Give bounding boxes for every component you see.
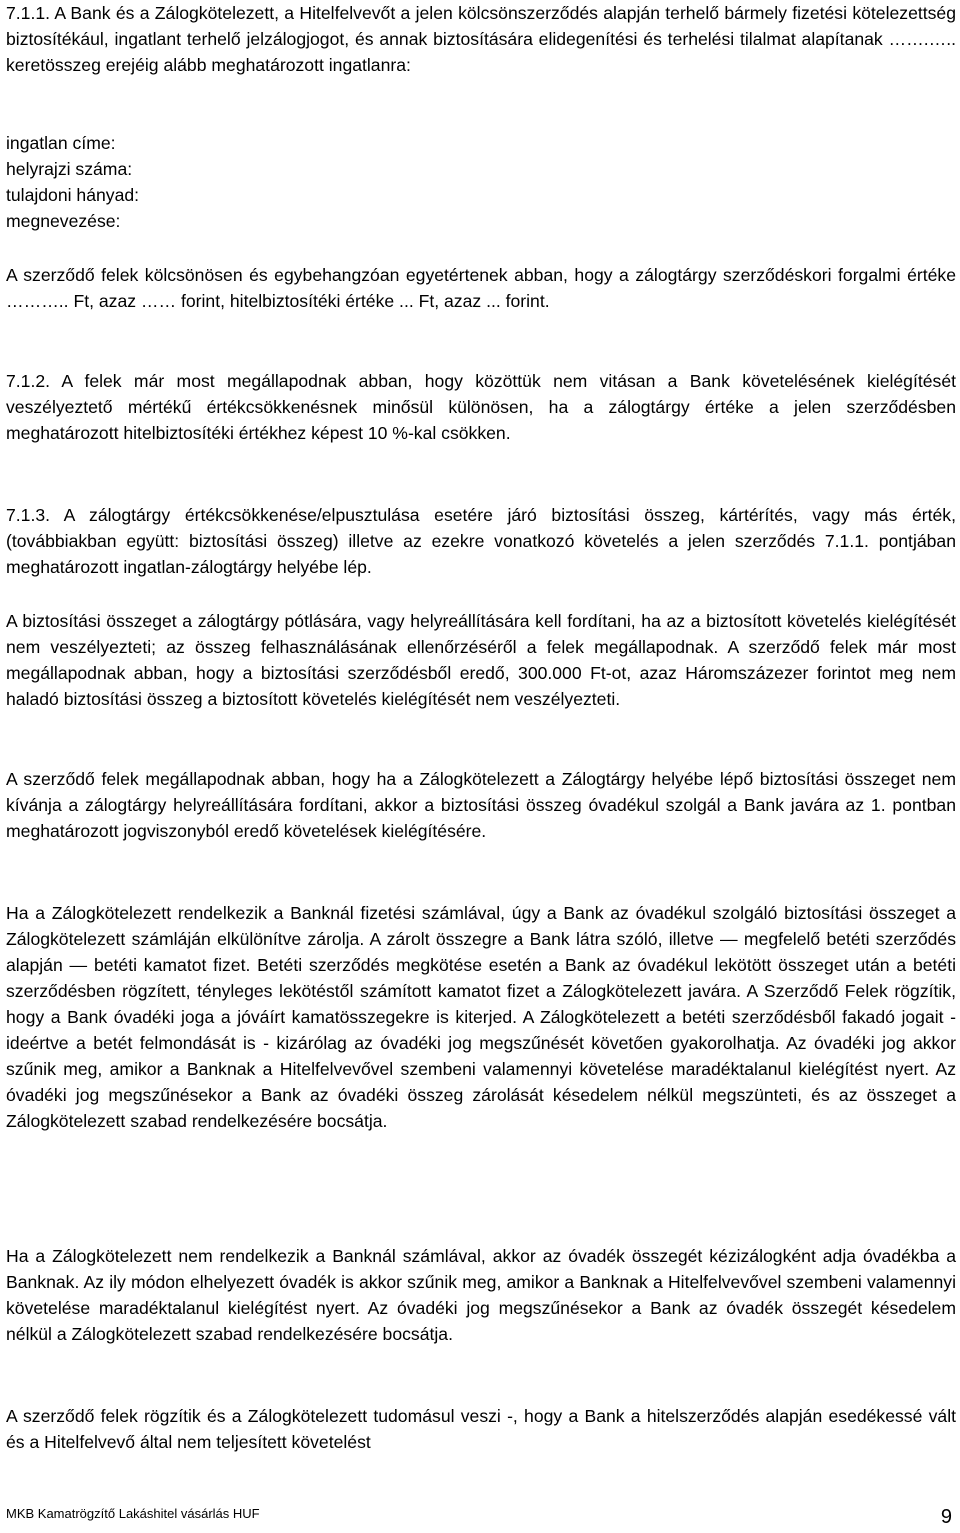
field-ownership-share: tulajdoni hányad: bbox=[6, 185, 140, 205]
paragraph-account-holder: Ha a Zálogkötelezett rendelkezik a Banknál fizetési számlával, úgy a Bank az óvadékul szolgáló biztosítási összeget a Zálogkötelezett számláján elkülönítve zárolja. A zárolt összegre a Bank látra szóló, illetve — megfelelő betéti szerződés alapján — betéti kamatot fizet. Betéti szerződés megkötése esetén a Bank az óvadékul lekötött összeget után a betéti szerződésben rögzített, tényleges lekötéstől számított kamatot fizet a Zálogkötelezett javára. A Szerződő Felek rögzítik, hogy a Bank óvadéki joga a jóváírt kamatösszegekre is kiterjed. A Zálogkötelezett a betéti szerződésből fakadó jogait - ideértve a betét felmondását is - kizárólag az óvadéki jog megszűnését követően gyakorolhatja. Az óvadéki jog akkor szűnik meg, amikor a Banknak a Hitelfelvevővel szembeni valamennyi követelése maradéktalanul kielégítést nyert. Az óvadéki jog megszűnésekor a Bank az óvadéki összeg zárolását késedelem nélkül megszünteti, és az összeget a Zálogkötelezett szabad rendelkezésére bocsátja. bbox=[6, 903, 956, 1131]
page-number: 9 bbox=[940, 1506, 952, 1528]
paragraph-acknowledgement: A szerződő felek rögzítik és a Zálogkötelezett tudomásul veszi -, hogy a Bank a hitelszerződés alapján esedékessé vált és a Hitelfelvevő által nem teljesített követelést bbox=[6, 1406, 956, 1452]
paragraph-replacement: A szerződő felek megállapodnak abban, hogy ha a Zálogkötelezett a Zálogtárgy helyébe lépő biztosítási összeget nem kívánja a zálogtárgy helyreállítására fordítani, akkor a biztosítási összeg óvadékul szolgál a Bank javára az 1. pontban meghatározott jogviszonyból eredő követelések kielégítésére. bbox=[6, 769, 956, 841]
field-designation: megnevezése: bbox=[6, 211, 121, 231]
paragraph-7-1-1: 7.1.1. A Bank és a Zálogkötelezett, a Hitelfelvevőt a jelen kölcsönszerződés alapján terhelő bármely fizetési kötelezettség biztosítékául, ingatlant terhelő jelzálogjogot, és annak biztosítására elidegenítési és terhelési tilalmat alapítanak …….….. keretösszeg erejéig alább meghatározott ingatlanra: bbox=[6, 3, 956, 75]
paragraph-market-value: A szerződő felek kölcsönösen és egybehangzóan egyetértenek abban, hogy a zálogtárgy szerződéskori forgalmi értéke ……….. Ft, azaz …… forint, hitelbiztosítéki értéke ... Ft, azaz ... forint. bbox=[6, 265, 956, 311]
paragraph-no-account: Ha a Zálogkötelezett nem rendelkezik a Banknál számlával, akkor az óvadék összegét kézizálogként adja óvadékba a Banknak. Az ily módon elhelyezett óvadék is akkor szűnik meg, amikor a Banknak a Hitelfelvevővel szembeni valamennyi követelése maradéktalanul kielégítést nyert. Az óvadéki jog megszűnésekor a Bank az óvadék összegét késedelem nélkül a Zálogkötelezett szabad rendelkezésére bocsátja. bbox=[6, 1246, 956, 1344]
paragraph-insurance-amount: A biztosítási összeget a zálogtárgy pótlására, vagy helyreállítására kell fordítani, ha az a biztosított követelés kielégítését nem veszélyezteti; az összeg felhasználásának ellenőrzéséről a felek megállapodnak. A szerződő felek már most megállapodnak abban, hogy a biztosítási szerződésből eredő, 300.000 Ft-ot, azaz Háromszázezer forintot meg nem haladó biztosítási összeg a biztosított követelés kielégítését nem veszélyezteti. bbox=[6, 611, 956, 709]
field-lot-number: helyrajzi száma: bbox=[6, 159, 133, 179]
paragraph-7-1-2: 7.1.2. A felek már most megállapodnak abban, hogy közöttük nem vitásan a Bank követelésének kielégítését veszélyeztető mértékű értékcsökkenésnek minősül különösen, ha a zálogtárgy értéke a jelen szerződésben meghatározott hitelbiztosítéki értékhez képest 10 %-kal csökken. bbox=[6, 371, 956, 443]
paragraph-7-1-3: 7.1.3. A zálogtárgy értékcsökkenése/elpusztulása esetére járó biztosítási összeg, kártérítés, vagy más érték, (továbbiakban együtt: biztosítási összeg) illetve az ezekre vonatkozó követelés a jelen szerződés 7.1.1. pontjában meghatározott ingatlan-zálogtárgy helyébe lép. bbox=[6, 505, 956, 577]
field-property-address: ingatlan címe: bbox=[6, 133, 116, 153]
footer-product-name: MKB Kamatrögzítő Lakáshitel vásárlás HUF bbox=[6, 1506, 260, 1521]
